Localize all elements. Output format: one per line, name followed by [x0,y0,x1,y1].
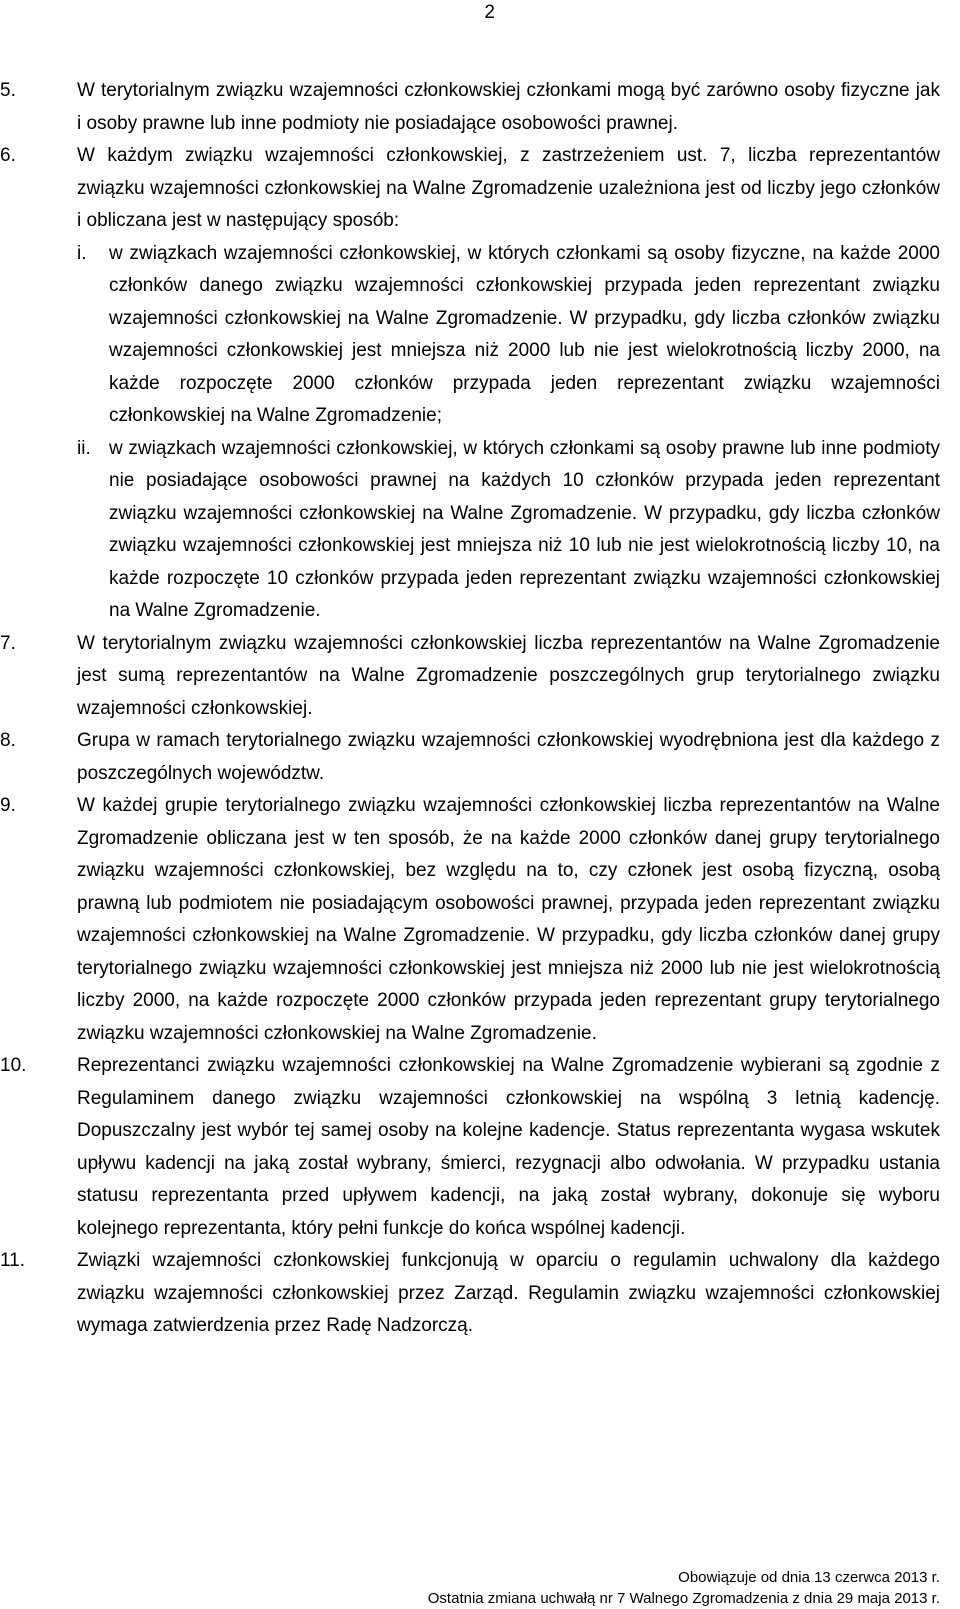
paragraph-number: 9. [0,795,16,816]
paragraph-number: 5. [0,80,16,101]
subparagraph-text: w związkach wzajemności członkowskiej, w których członkami są osoby fizyczne, na każde 2000 członków danego związku wzajemności członkowskiej przypada jeden reprezentant związku wzajemności członkowskiej na Walne Zgromadzenie. W przypadku, gdy liczba członków związku wzajemności członkowskiej jest mniejsza niż 2000 lub nie jest wielokrotnością liczby 2000, na każde rozpoczęte 2000 członków przypada jeden reprezentant związku wzajemności członkowskiej na Walne Zgromadzenie; [109,242,940,426]
paragraph-9 [0,790,940,1050]
paragraph-6 [0,140,940,238]
subparagraph-number: ii. [77,437,91,459]
paragraph-text: Związki wzajemności członkowskiej funkcjonują w oparciu o regulamin uchwalony dla każdego związku wzajemności członkowskiej przez Zarząd. Regulamin związku wzajemności członkowskiej wymaga zatwierdzenia przez Radę Nadzorczą. [77,1250,940,1336]
document-body [0,75,940,1343]
paragraph-text: W terytorialnym związku wzajemności członkowskiej liczba reprezentantów na Walne Zgromadzenie jest sumą reprezentantów na Walne Zgromadzenie poszczególnych grup terytorialnego związku wzajemności członkowskiej. [77,632,940,719]
footer [428,1567,940,1609]
subparagraph-ii [0,433,940,628]
paragraph-10 [0,1050,940,1245]
paragraph-11 [0,1245,940,1343]
subparagraph-i [0,238,940,433]
paragraph-number: 8. [0,730,16,751]
paragraph-text: W każdej grupie terytorialnego związku wzajemności członkowskiej liczba reprezentantów na Walne Zgromadzenie obliczana jest w ten sposób, że na każde 2000 członków danej grupy terytorialnego związku wzajemności członkowskiej, bez względu na to, czy członek jest osobą fizyczną, osobą prawną lub podmiotem nie posiadającym osobowości prawnej, przypada jeden reprezentant związku wzajemności członkowskiej na Walne Zgromadzenie. W przypadku, gdy liczba członków danej grupy terytorialnego związku wzajemności członkowskiej jest mniejsza niż 2000 lub nie jest wielokrotnością liczby 2000, na każde rozpoczęte 2000 członków przypada jeden reprezentant grupy terytorialnego związku wzajemności członkowskiej na Walne Zgromadzenie. [77,795,940,1044]
paragraph-5 [0,75,940,140]
paragraph-text: Grupa w ramach terytorialnego związku wzajemności członkowskiej wyodrębniona jest dla każdego z poszczególnych województw. [77,730,940,784]
paragraph-text: Reprezentanci związku wzajemności członkowskiej na Walne Zgromadzenie wybierani są zgodnie z Regulaminem danego związku wzajemności członkowskiej na wspólną 3 letnią kadencję. Dopuszczalny jest wybór tej samej osoby na kolejne kadencje. Status reprezentanta wygasa wskutek upływu kadencji na jaką został wybrany, śmierci, rezygnacji albo odwołania. W przypadku ustania statusu reprezentanta przed upływem kadencji, na jaką został wybrany, dokonuje się wyboru kolejnego reprezentanta, który pełni funkcje do końca wspólnej kadencji. [77,1055,940,1239]
paragraph-text: W każdym związku wzajemności członkowskiej, z zastrzeżeniem ust. 7, liczba reprezentantów związku wzajemności członkowskiej na Walne Zgromadzenie uzależniona jest od liczby jego członków i obliczana jest w następujący sposób: [77,145,940,231]
paragraph-7 [0,628,940,726]
footer-effective-date: Obowiązuje od dnia 13 czerwca 2013 r. [678,1569,940,1586]
paragraph-number: 6. [0,145,16,166]
paragraph-number: 10. [0,1055,27,1076]
footer-last-amendment: Ostatnia zmiana uchwałą nr 7 Walnego Zgromadzenia z dnia 29 maja 2013 r. [427,1590,940,1607]
paragraph-number: 11. [0,1250,26,1271]
subparagraph-number: i. [77,242,87,264]
page-number: 2 [484,2,495,23]
subparagraph-text: w związkach wzajemności członkowskiej, w których członkami są osoby prawne lub inne podmioty nie posiadające osobowości prawnej na każdych 10 członków przypada jeden reprezentant związku wzajemności członkowskiej na Walne Zgromadzenie. W przypadku, gdy liczba członków związku wzajemności członkowskiej jest mniejsza niż 10 lub nie jest wielokrotnością liczby 10, na każde rozpoczęte 10 członków przypada jeden reprezentant związku wzajemności członkowskiej na Walne Zgromadzenie. [109,437,940,621]
paragraph-8 [0,725,940,790]
paragraph-text: W terytorialnym związku wzajemności członkowskiej członkami mogą być zarówno osoby fizyczne jak i osoby prawne lub inne podmioty nie posiadające osobowości prawnej. [77,80,940,134]
paragraph-number: 7. [0,632,16,654]
